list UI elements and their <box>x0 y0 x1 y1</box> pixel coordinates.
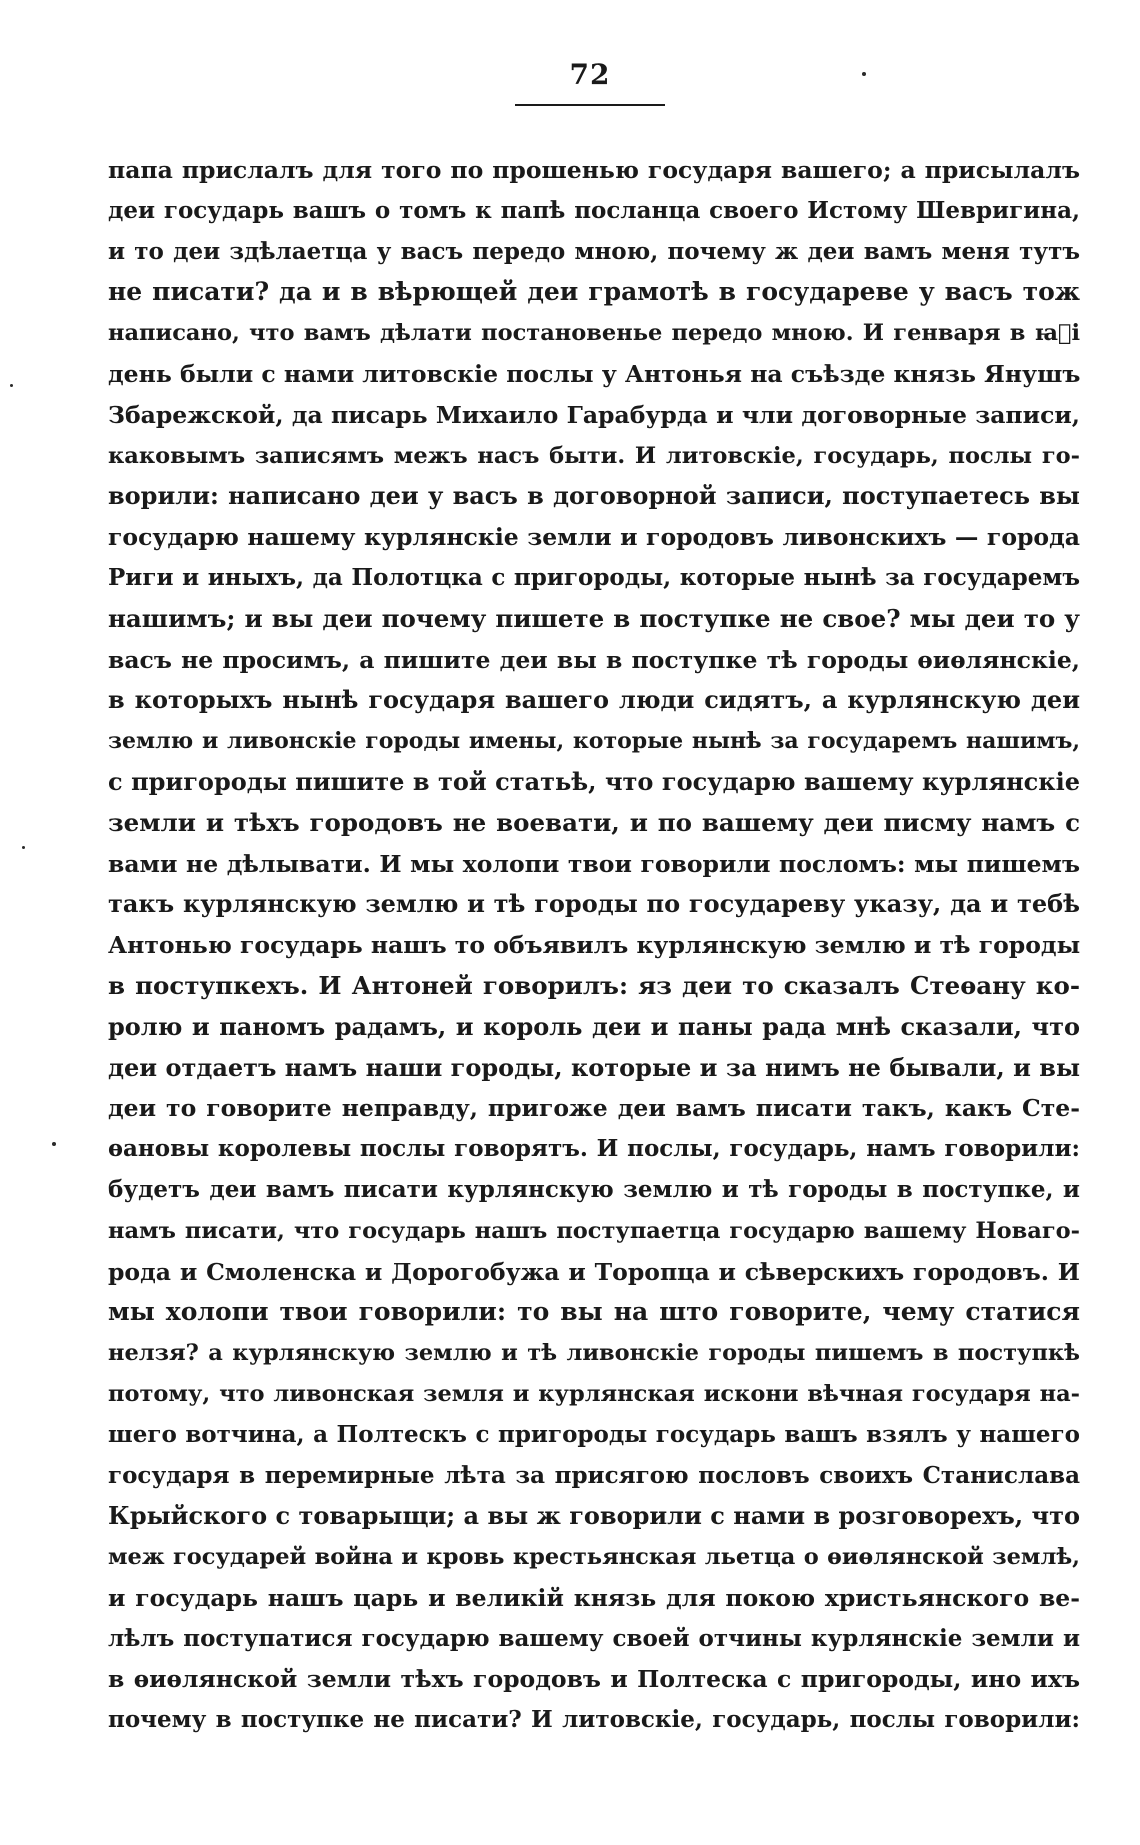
text-line-25: ѳановы королевы послы говорятъ. И послы, государь, намъ говорили: <box>108 1135 1080 1163</box>
body-text <box>108 150 1080 1741</box>
print-speck <box>862 72 866 76</box>
text-line-34: Крыйского с товарыщи; а вы ж говорили с нами в розговорехъ, что <box>108 1501 1080 1531</box>
text-line-16: с пригороды пишите в той статьѣ, что государю вашему курлянскіе <box>108 766 1080 796</box>
text-line-9: ворили: написано деи у васъ в договорной записи, поступаетесь вы <box>108 481 1080 511</box>
text-line-2: деи государь вашъ о томъ к папѣ посланца своего Истому Шевригина, <box>108 196 1080 224</box>
text-line-21: в поступкехъ. И Антоней говорилъ: яз деи то сказалъ Стеѳану ко- <box>108 970 1080 1000</box>
text-line-27: намъ писати, что государь нашъ поступаетца государю вашему Новаго- <box>108 1217 1080 1244</box>
text-line-33: государя в перемирные лѣта за присягою пословъ своихъ Станислава <box>108 1461 1080 1489</box>
text-line-20: Антонью государь нашъ то объявилъ курлянскую землю и тѣ городы <box>108 931 1080 960</box>
text-line-29: мы холопи твои говорили: то вы на што говорите, чему статися <box>108 1297 1080 1327</box>
text-line-19: такъ курлянскую землю и тѣ городы по государеву указу, да и тебѣ <box>108 889 1080 919</box>
text-line-37: лѣлъ поступатися государю вашему своей отчины курлянскіе земли и <box>108 1624 1080 1652</box>
text-line-30: нелзя? а курлянскую землю и тѣ ливонскіе городы пишемъ в поступкѣ <box>108 1340 1080 1367</box>
text-line-8: каковымъ записямъ межъ насъ быти. И литовскіе, государь, послы го- <box>108 442 1080 469</box>
text-line-28: рода и Смоленска и Дорогобужа и Торопца и сѣверскихъ городовъ. И <box>108 1257 1080 1286</box>
text-line-14: в которыхъ нынѣ государя вашего люди сидятъ, а курлянскую деи <box>108 685 1080 715</box>
print-speck <box>52 1142 56 1146</box>
text-line-31: потому, что ливонская земля и курлянская искони вѣчная государя на- <box>108 1380 1080 1407</box>
page-number-rule <box>515 104 665 106</box>
text-line-1: папа прислалъ для того по прошенью государя вашего; а присылалъ <box>108 156 1080 184</box>
text-line-22: ролю и паномъ радамъ, и король деи и паны рада мнѣ сказали, что <box>108 1011 1080 1041</box>
text-line-13: васъ не просимъ, а пишите деи вы в поступке тѣ городы ѳиѳлянскіе, <box>108 645 1080 674</box>
text-line-17: земли и тѣхъ городовъ не воевати, и по вашему деи писму намъ с <box>108 807 1080 837</box>
text-line-5: написано, что вамъ дѣлати постановенье передо мною. И генваря в ꙗ҃і <box>108 320 1080 347</box>
text-line-3: и то деи здѣлаетца у васъ передо мною, почему ж деи вамъ меня тутъ <box>108 237 1080 265</box>
text-line-4: не писати? да и в вѣрющей деи грамотѣ в государеве у васъ тож <box>108 277 1080 307</box>
text-line-26: будетъ деи вамъ писати курлянскую землю и тѣ городы в поступке, и <box>108 1175 1080 1203</box>
text-line-35: меж государей война и кровь крестьянская льетца о ѳиѳлянской землѣ, <box>108 1544 1080 1571</box>
text-line-11: Риги и иныхъ, да Полотцка с пригороды, которые нынѣ за государемъ <box>108 563 1080 591</box>
text-line-23: деи отдаетъ намъ наши городы, которые и за нимъ не бывали, и вы <box>108 1052 1080 1082</box>
print-speck <box>10 384 13 387</box>
text-line-10: государю нашему курлянскіе земли и городовъ ливонскихъ — города <box>108 523 1080 552</box>
text-line-12: нашимъ; и вы деи почему пишете в поступке не свое? мы деи то у <box>108 603 1080 633</box>
text-line-38: в ѳиѳлянской земли тѣхъ городовъ и Полтеска с пригороды, ино ихъ <box>108 1665 1080 1694</box>
text-line-18: вами не дѣлывати. И мы холопи твои говорили посломъ: мы пишемъ <box>108 849 1080 878</box>
text-line-6: день были с нами литовскіе послы у Антонья на съѣзде князь Янушъ <box>108 359 1080 388</box>
page-number: 72 <box>569 58 611 91</box>
text-line-15: землю и ливонскіе городы имены, которые нынѣ за государемъ нашимъ, <box>108 728 1080 755</box>
text-line-36: и государь нашъ царь и великій князь для покою христьянского ве- <box>108 1583 1080 1612</box>
text-line-24: деи то говорите неправду, пригоже деи вамъ писати такъ, какъ Сте- <box>108 1094 1080 1123</box>
text-line-7: Збарежской, да писарь Михаило Гарабурда и чли договорные записи, <box>108 400 1080 429</box>
text-line-32: шего вотчина, а Полтескъ с пригороды государь вашъ взялъ у нашего <box>108 1420 1080 1448</box>
text-line-39: почему в поступке не писати? И литовскіе, государь, послы говорили: <box>108 1706 1080 1734</box>
print-speck <box>22 846 25 849</box>
